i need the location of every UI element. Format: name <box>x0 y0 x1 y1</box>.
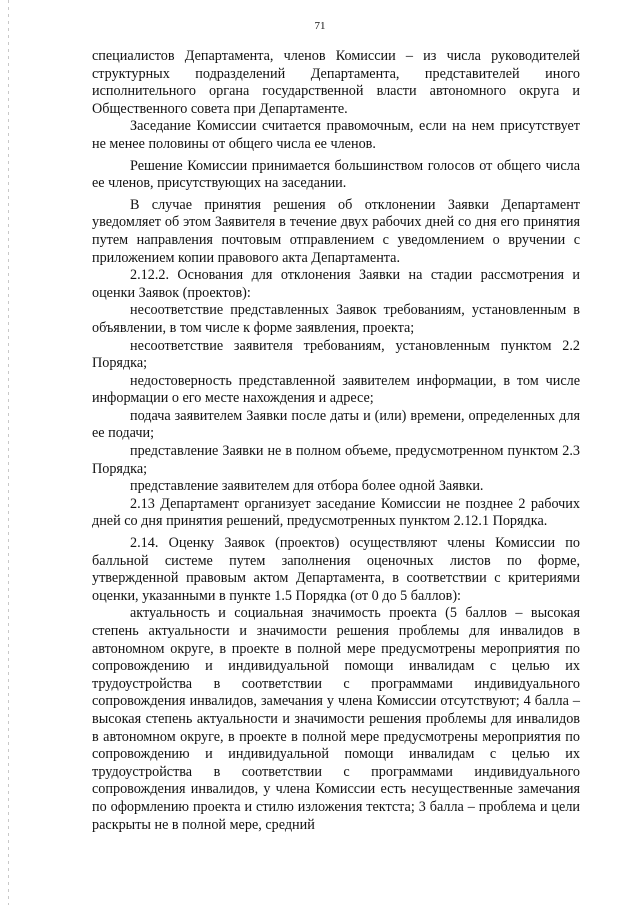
list-item-multiple-applications: представление заявителем для отбора более одной Заявки. <box>130 478 484 495</box>
scan-edge-line <box>8 0 9 905</box>
page-number: 71 <box>314 20 326 32</box>
paragraph-2-14: 2.14. Оценку Заявок (проектов) осуществляют члены Комиссии по балльной системе путем заполнения оценочных листов по форме, утвержденной правовым актом Департамента, в соответствии с критериями оценки, указанными в пункте 1.5 Порядка (от 0 до 5 баллов): <box>92 535 580 604</box>
list-item-incomplete-application: представление Заявки не в полном объеме, предусмотренном пунктом 2.3 Порядка; <box>92 443 580 477</box>
paragraph-rejection-notice: В случае принятия решения об отклонении Заявки Департамент уведомляет об этом Заявителя в течение двух рабочих дней со дня его принятия путем направления почтовым отправлением с уведомлением о вручении с приложением копии правового акта Департамента. <box>92 196 580 266</box>
document-body <box>92 48 580 834</box>
paragraph-commission-members: специалистов Департамента, членов Комиссии – из числа руководителей структурных подразделений Департамента, представителей иного исполнительного органа государственной власти автономного округа и Общественного совета при Департаменте. <box>92 48 580 117</box>
paragraph-2-13: 2.13 Департамент организует заседание Комиссии не позднее 2 рабочих дней со дня принятия решений, предусмотренных пунктом 2.12.1 Порядка. <box>92 495 580 530</box>
list-item-false-information: недостоверность представленной заявителем информации, в том числе информации о его месте нахождения и адресе; <box>92 372 580 407</box>
paragraph-quorum: Заседание Комиссии считается правомочным, если на нем присутствует не менее половины от общего числа ее членов. <box>92 118 580 152</box>
paragraph-decision-majority: Решение Комиссии принимается большинством голосов от общего числа ее членов, присутствующих на заседании. <box>92 157 580 192</box>
list-item-late-submission: подача заявителем Заявки после даты и (или) времени, определенных для ее подачи; <box>92 407 580 442</box>
paragraph-2-12-2: 2.12.2. Основания для отклонения Заявки на стадии рассмотрения и оценки Заявок (проектов): <box>92 267 580 301</box>
paragraph-relevance-criteria: актуальность и социальная значимость проекта (5 баллов – высокая степень актуальности и значимости решения проблемы для инвалидов в автономном округе, в проекте в полной мере предусмотрены мероприятия по сопровождению и индивидуальной помощи инвалидам с целью их трудоустройства в соответствии с программами индивидуального сопровождения инвалидов, замечания у члена Комиссии отсутствуют; 4 балла – высокая степень актуальности и значимости решения проблемы для инвалидов в автономном округе, в проекте в полной мере предусмотрены мероприятия по сопровождению и индивидуальной помощи инвалидам с целью их трудоустройства в соответствии с программами индивидуального сопровождения инвалидов, у члена Комиссии есть несущественные замечания по оформлению проекта и стилю изложения тектста; 3 балла – проблема и цели раскрыты не в полной мере, средний <box>92 605 580 833</box>
list-item-applicant-nonconformity: несоответствие заявителя требованиям, установленным пунктом 2.2 Порядка; <box>92 337 580 372</box>
list-item-nonconformity-requirements: несоответствие представленных Заявок требованиям, установленным в объявлении, в том числе к форме заявления, проекта; <box>92 302 580 336</box>
